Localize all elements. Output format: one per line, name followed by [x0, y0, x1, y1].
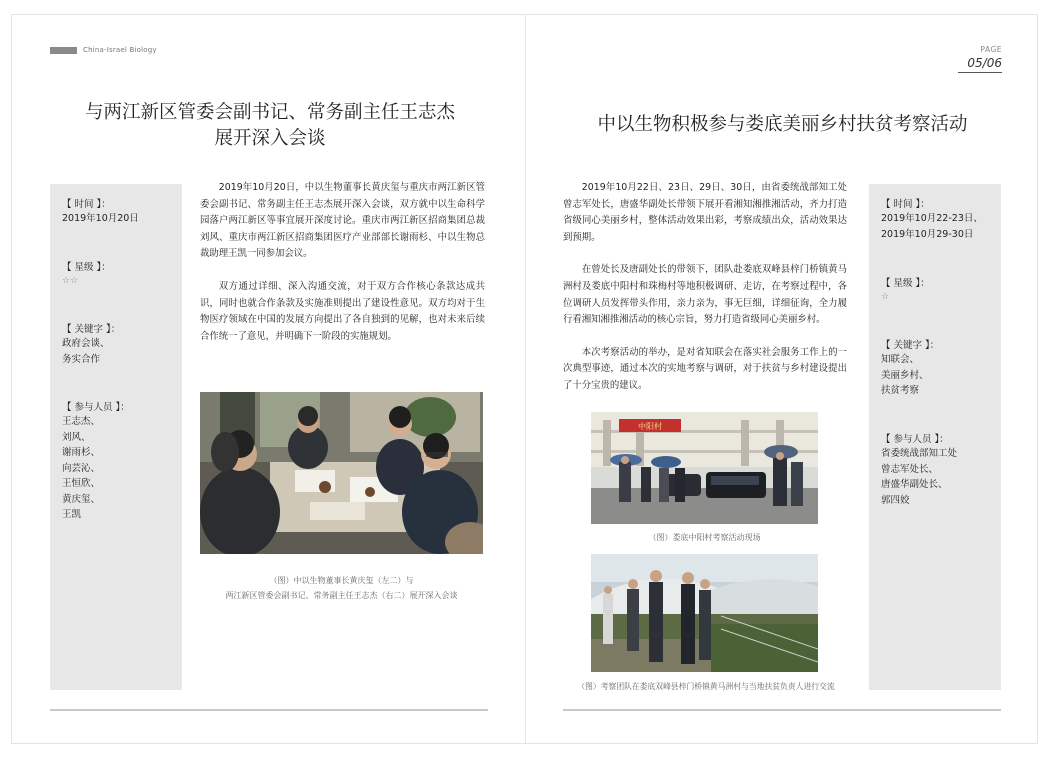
body-paragraph: 本次考察活动的举办，是对省知联会在落实社会服务工作上的一次典型事迹，通过本次的实地考察与调研，对于扶贫与乡村建设提出了十分宝贵的建议。	[563, 346, 847, 391]
keyword-item: 扶贫考察	[881, 385, 920, 396]
participant-item: 唐盛华副处长、	[881, 479, 948, 490]
left-meta-sidebar	[50, 184, 182, 690]
body-paragraph: 2019年10月22日、23日、29日、30日，由省委统战部知工处曾志军处长，唐盛华副处长带领下展开看湘知湘推湘活动，齐力打造省级同心美丽乡村，整体活动效果出彩，考察成绩出众，活动效果达到预期。	[563, 182, 847, 243]
participant-item: 王恒欣、	[62, 478, 101, 489]
page-number: 05/06	[967, 56, 1002, 70]
body-paragraph: 2019年10月20日，中以生物董事长黄庆玺与重庆市两江新区管委会副书记、常务副主任王志杰展开深入会谈，双方就中以生命科学园落户两江新区等事宜展开深度讨论。重庆市两江新区招商集团总裁刘风、重庆市两江新区招商集团医疗产业部部长谢雨杉、中以生物总裁助理王凯一同参加会议。	[200, 182, 485, 260]
time-label: 【 时间 】：	[62, 199, 111, 210]
time-value: 2019年10月20日	[62, 213, 139, 224]
time-values	[881, 211, 983, 242]
right-bottom-rule	[563, 709, 1001, 711]
right-article-body	[563, 180, 847, 411]
meeting-photo	[200, 392, 483, 554]
village-visit-photo	[591, 412, 818, 524]
left-caption-line-2: 两江新区管委会副书记、常务副主任王志杰（右二）展开深入会谈	[225, 591, 458, 600]
rating-label: 【 星级 】：	[881, 278, 930, 289]
time-value: 2019年10月22-23日、	[881, 213, 983, 224]
participant-item: 向芸沁、	[62, 462, 101, 474]
left-caption-line-1: （图）中以生物董事长黄庆玺（左二）与	[269, 576, 414, 585]
participants-label: 【 参与人员 】：	[62, 402, 130, 413]
participant-item: 谢雨杉、	[62, 447, 101, 458]
page-number-underline	[958, 72, 1002, 73]
time-label: 【 时间 】：	[881, 199, 930, 210]
participant-item: 王凯	[62, 509, 82, 520]
rating-label: 【 星级 】：	[62, 262, 111, 273]
left-title-line-1: 与两江新区管委会副书记、常务副主任王志杰	[84, 102, 455, 123]
left-article-body	[200, 180, 485, 361]
keywords-list	[62, 336, 110, 367]
left-bottom-rule	[50, 709, 488, 711]
greenhouse-photo	[591, 554, 818, 672]
keyword-item: 知联会、	[881, 354, 920, 365]
left-article-title	[60, 100, 480, 152]
participant-item: 刘风、	[62, 431, 91, 443]
participants-label: 【 参与人员 】：	[881, 434, 949, 445]
keywords-label: 【 关键字 】：	[881, 340, 940, 351]
body-paragraph: 在曾处长及唐副处长的带领下，团队赴娄底双峰县梓门桥镇黄马洲村及娄底中阳村和珠梅村等地积极调研、走访，在考察过程中，各位调研人员发挥带头作用，亲力亲为，事无巨细，详细征询，全力履行看湘知湘推湘活动的核心宗旨，努力打造省级同心美丽乡村。	[563, 264, 847, 326]
keyword-item: 政府会谈、	[62, 338, 110, 349]
page-label: PAGE	[980, 45, 1002, 54]
header-brand: China-Israel Biology	[83, 46, 157, 54]
right-photo-caption-2: （图）考察团队在娄底双峰县梓门桥镇黄马洲村与当地扶贫负责人进行交流	[577, 682, 835, 691]
left-title-line-2: 展开深入会谈	[214, 128, 326, 149]
keyword-item: 务实合作	[62, 353, 101, 365]
left-photo-caption	[200, 573, 483, 603]
right-meta-sidebar	[869, 184, 1001, 690]
participants-list	[881, 446, 957, 508]
village-visit-illustration	[591, 412, 818, 524]
keyword-item: 美丽乡村、	[881, 369, 929, 381]
participant-item: 省委统战部知工处	[881, 448, 958, 459]
keywords-label: 【 关键字 】：	[62, 324, 121, 335]
keywords-list	[881, 352, 929, 399]
body-paragraph: 双方通过详细、深入沟通交流，对于双方合作核心条款达成共识，同时也就合作条款及实施准则提出了建设性意见。双方均对于生物医疗领域在中国的发展方向提出了各自独到的见解，也对未来后续合作统一了意见，并明确下一阶段的实施规划。	[200, 280, 485, 342]
header-bar	[50, 47, 77, 54]
greenhouse-illustration	[591, 554, 818, 672]
page-gutter	[525, 14, 526, 744]
rating-stars: ☆	[881, 292, 890, 302]
village-sign-text: 中阳村	[638, 422, 662, 431]
participant-item: 曾志军处长、	[881, 463, 939, 475]
time-value: 2019年10月29-30日	[881, 228, 974, 240]
right-article-title: 中以生物积极参与娄底美丽乡村扶贫考察活动	[597, 114, 968, 135]
meeting-photo-illustration	[200, 392, 483, 554]
participant-item: 黄庆玺、	[62, 493, 101, 505]
participant-item: 王志杰、	[62, 416, 101, 427]
rating-stars: ☆☆	[62, 276, 79, 286]
participant-item: 郭四姣	[881, 494, 910, 506]
right-photo-caption-1: （图）娄底中阳村考察活动现场	[648, 533, 761, 542]
participants-list	[62, 414, 100, 523]
